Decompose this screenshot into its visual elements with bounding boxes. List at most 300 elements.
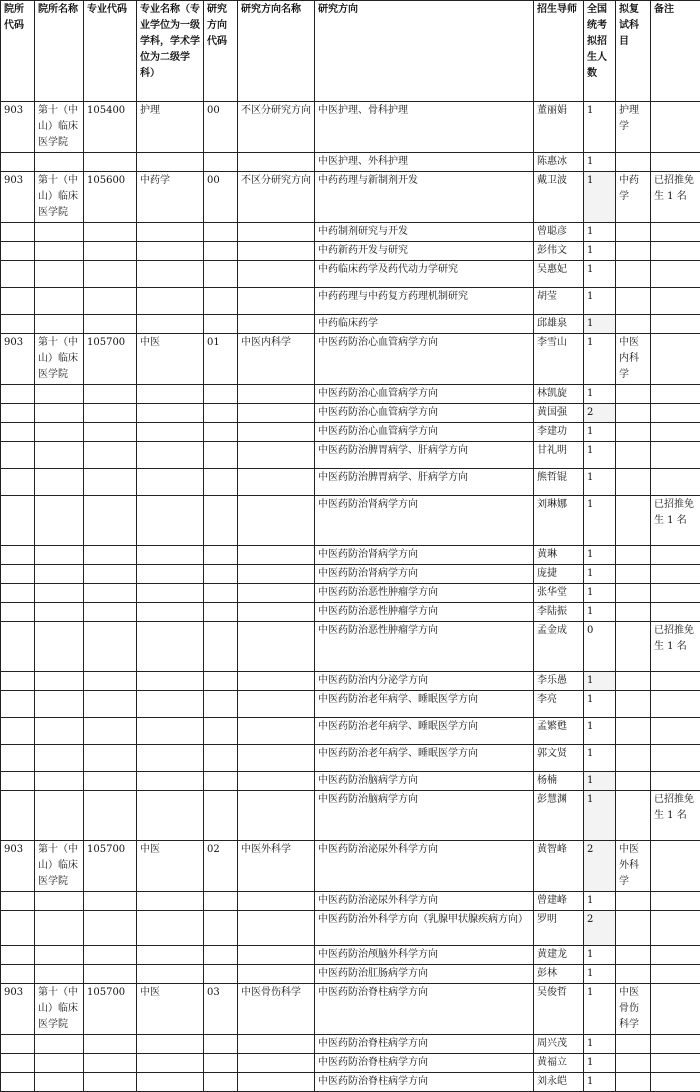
table-row — [1, 691, 700, 718]
cell-quota: 1 — [584, 718, 616, 745]
cell-direction-name — [238, 584, 315, 603]
cell-quota: 1 — [584, 1035, 616, 1054]
cell-institute-name — [35, 223, 84, 242]
cell-direction-name — [238, 691, 315, 718]
cell-research-direction: 中医药防治脊柱病学方向 — [315, 1073, 534, 1092]
cell-retest-subject — [616, 603, 651, 622]
cell-major-name — [137, 1035, 204, 1054]
cell-retest-subject — [616, 153, 651, 172]
cell-quota: 1 — [584, 772, 616, 791]
cell-major-code — [84, 242, 137, 261]
cell-supervisor: 刘永皑 — [534, 1073, 584, 1092]
cell-direction-code — [204, 442, 238, 469]
cell-supervisor: 甘礼明 — [534, 442, 584, 469]
cell-institute-code — [1, 1035, 35, 1054]
header-direction-code: 研究方向代码 — [204, 1, 238, 102]
cell-direction-name — [238, 1035, 315, 1054]
header-quota: 全国统考拟招生人数 — [584, 1, 616, 102]
cell-direction-name: 不区分研究方向 — [238, 102, 315, 153]
cell-research-direction: 中医药防治脊柱病学方向 — [315, 984, 534, 1035]
cell-direction-code — [204, 965, 238, 984]
cell-quota: 1 — [584, 102, 616, 153]
cell-direction-name — [238, 603, 315, 622]
cell-direction-name: 中医内科学 — [238, 334, 315, 385]
cell-direction-name — [238, 385, 315, 404]
cell-retest-subject — [616, 911, 651, 946]
cell-supervisor: 彭林 — [534, 965, 584, 984]
cell-direction-name: 中医骨伤科学 — [238, 984, 315, 1035]
cell-direction-code — [204, 718, 238, 745]
cell-major-name — [137, 242, 204, 261]
cell-major-code — [84, 622, 137, 672]
cell-institute-name: 第十（中山）临床医学院 — [35, 102, 84, 153]
cell-institute-name — [35, 423, 84, 442]
cell-direction-name — [238, 223, 315, 242]
cell-institute-name — [35, 1035, 84, 1054]
cell-institute-name — [35, 718, 84, 745]
cell-major-name: 中药学 — [137, 172, 204, 223]
cell-remarks — [651, 153, 700, 172]
cell-major-name — [137, 718, 204, 745]
cell-major-name — [137, 791, 204, 841]
cell-remarks — [651, 315, 700, 334]
cell-retest-subject — [616, 288, 651, 315]
table-row — [1, 153, 700, 172]
cell-retest-subject — [616, 469, 651, 496]
cell-major-name — [137, 603, 204, 622]
cell-supervisor: 陈惠冰 — [534, 153, 584, 172]
cell-major-code — [84, 672, 137, 691]
cell-direction-name — [238, 288, 315, 315]
cell-retest-subject: 中医骨伤科学 — [616, 984, 651, 1035]
cell-direction-code — [204, 622, 238, 672]
cell-direction-code — [204, 404, 238, 423]
cell-direction-code — [204, 1054, 238, 1073]
cell-remarks — [651, 334, 700, 385]
cell-direction-code — [204, 745, 238, 772]
cell-supervisor: 林凯旋 — [534, 385, 584, 404]
cell-institute-name: 第十（中山）临床医学院 — [35, 984, 84, 1035]
cell-major-code — [84, 745, 137, 772]
cell-quota: 1 — [584, 984, 616, 1035]
cell-institute-code: 903 — [1, 102, 35, 153]
cell-retest-subject — [616, 565, 651, 584]
cell-direction-name — [238, 315, 315, 334]
cell-supervisor: 李亮 — [534, 691, 584, 718]
cell-major-code — [84, 496, 137, 546]
cell-research-direction: 中医药防治内分泌学方向 — [315, 672, 534, 691]
cell-direction-name — [238, 791, 315, 841]
cell-major-code — [84, 223, 137, 242]
cell-remarks — [651, 288, 700, 315]
cell-direction-name — [238, 469, 315, 496]
cell-quota: 1 — [584, 1073, 616, 1092]
cell-supervisor: 邱雄泉 — [534, 315, 584, 334]
cell-quota: 1 — [584, 672, 616, 691]
cell-research-direction: 中医护理、骨科护理 — [315, 102, 534, 153]
table-row — [1, 841, 700, 892]
cell-retest-subject — [616, 315, 651, 334]
cell-supervisor: 吴惠妃 — [534, 261, 584, 288]
cell-institute-name — [35, 911, 84, 946]
cell-direction-name — [238, 965, 315, 984]
cell-direction-name — [238, 565, 315, 584]
cell-remarks — [651, 584, 700, 603]
cell-quota: 2 — [584, 404, 616, 423]
cell-remarks — [651, 946, 700, 965]
cell-institute-name — [35, 965, 84, 984]
cell-supervisor: 庞捷 — [534, 565, 584, 584]
cell-direction-code: 00 — [204, 172, 238, 223]
cell-major-code: 105700 — [84, 841, 137, 892]
table-row — [1, 442, 700, 469]
cell-retest-subject — [616, 584, 651, 603]
cell-direction-name: 不区分研究方向 — [238, 172, 315, 223]
cell-institute-name — [35, 772, 84, 791]
cell-remarks: 已招推免生 1 名 — [651, 791, 700, 841]
cell-supervisor: 罗明 — [534, 911, 584, 946]
cell-direction-name — [238, 1054, 315, 1073]
cell-direction-code — [204, 288, 238, 315]
cell-direction-name — [238, 772, 315, 791]
cell-research-direction: 中药制剂研究与开发 — [315, 223, 534, 242]
cell-direction-code — [204, 892, 238, 911]
header-row — [1, 1, 700, 102]
table-row — [1, 496, 700, 546]
cell-major-code — [84, 691, 137, 718]
cell-retest-subject: 护理学 — [616, 102, 651, 153]
cell-institute-code — [1, 242, 35, 261]
cell-major-code — [84, 911, 137, 946]
cell-major-code — [84, 1073, 137, 1092]
table-row — [1, 288, 700, 315]
cell-direction-code — [204, 385, 238, 404]
cell-supervisor: 戴卫波 — [534, 172, 584, 223]
table-row — [1, 565, 700, 584]
cell-major-name — [137, 546, 204, 565]
cell-institute-name — [35, 261, 84, 288]
cell-quota: 1 — [584, 223, 616, 242]
cell-direction-code — [204, 242, 238, 261]
cell-remarks — [651, 965, 700, 984]
cell-remarks — [651, 1073, 700, 1092]
cell-research-direction: 中医药防治老年病学、睡眠医学方向 — [315, 718, 534, 745]
cell-remarks — [651, 1035, 700, 1054]
cell-direction-code — [204, 223, 238, 242]
cell-institute-code — [1, 965, 35, 984]
cell-institute-name — [35, 791, 84, 841]
cell-major-code — [84, 565, 137, 584]
cell-direction-code — [204, 603, 238, 622]
cell-major-code — [84, 423, 137, 442]
table-row — [1, 946, 700, 965]
cell-institute-code — [1, 672, 35, 691]
cell-remarks — [651, 404, 700, 423]
cell-institute-code — [1, 946, 35, 965]
cell-supervisor: 黄建龙 — [534, 946, 584, 965]
cell-research-direction: 中药新药开发与研究 — [315, 242, 534, 261]
cell-institute-name — [35, 892, 84, 911]
table-row — [1, 334, 700, 385]
cell-remarks — [651, 223, 700, 242]
cell-research-direction: 中医药防治心血管病学方向 — [315, 423, 534, 442]
cell-major-code: 105700 — [84, 334, 137, 385]
cell-remarks — [651, 565, 700, 584]
cell-institute-code — [1, 1073, 35, 1092]
header-retest-subject: 拟复试科目 — [616, 1, 651, 102]
cell-quota: 1 — [584, 172, 616, 223]
cell-retest-subject — [616, 385, 651, 404]
cell-major-code — [84, 546, 137, 565]
header-direction-name: 研究方向名称 — [238, 1, 315, 102]
cell-major-name — [137, 288, 204, 315]
cell-remarks — [651, 772, 700, 791]
cell-major-code — [84, 404, 137, 423]
cell-direction-code: 00 — [204, 102, 238, 153]
cell-major-code — [84, 892, 137, 911]
cell-direction-code — [204, 791, 238, 841]
cell-quota: 1 — [584, 261, 616, 288]
cell-direction-name — [238, 153, 315, 172]
cell-institute-code — [1, 442, 35, 469]
table-row — [1, 672, 700, 691]
table-row — [1, 745, 700, 772]
cell-retest-subject — [616, 691, 651, 718]
cell-supervisor: 吴俊哲 — [534, 984, 584, 1035]
cell-institute-code — [1, 584, 35, 603]
cell-institute-code — [1, 288, 35, 315]
cell-research-direction: 中医药防治脊柱病学方向 — [315, 1054, 534, 1073]
cell-retest-subject — [616, 242, 651, 261]
cell-major-code — [84, 385, 137, 404]
cell-major-name — [137, 153, 204, 172]
cell-supervisor: 李雪山 — [534, 334, 584, 385]
cell-remarks — [651, 745, 700, 772]
cell-direction-name — [238, 946, 315, 965]
cell-institute-code — [1, 622, 35, 672]
cell-direction-code — [204, 1073, 238, 1092]
cell-direction-code — [204, 1035, 238, 1054]
cell-institute-name: 第十（中山）临床医学院 — [35, 172, 84, 223]
cell-major-code: 105700 — [84, 984, 137, 1035]
cell-remarks: 已招推免生 1 名 — [651, 172, 700, 223]
cell-retest-subject: 中医外科学 — [616, 841, 651, 892]
cell-major-name — [137, 946, 204, 965]
cell-research-direction: 中医药防治外科学方向（乳腺甲状腺疾病方向） — [315, 911, 534, 946]
table-row — [1, 261, 700, 288]
cell-major-name — [137, 469, 204, 496]
cell-retest-subject — [616, 1054, 651, 1073]
table-row — [1, 469, 700, 496]
cell-institute-name — [35, 385, 84, 404]
cell-quota: 0 — [584, 622, 616, 672]
cell-institute-code — [1, 496, 35, 546]
cell-supervisor: 李陆振 — [534, 603, 584, 622]
cell-research-direction: 中医药防治肛肠病学方向 — [315, 965, 534, 984]
cell-retest-subject — [616, 772, 651, 791]
cell-retest-subject: 中医内科学 — [616, 334, 651, 385]
cell-major-code — [84, 442, 137, 469]
cell-major-name: 护理 — [137, 102, 204, 153]
cell-retest-subject — [616, 442, 651, 469]
table-row — [1, 102, 700, 153]
table-row — [1, 172, 700, 223]
cell-quota: 1 — [584, 603, 616, 622]
cell-institute-code — [1, 603, 35, 622]
cell-major-name — [137, 672, 204, 691]
cell-direction-name — [238, 911, 315, 946]
cell-remarks — [651, 911, 700, 946]
cell-research-direction: 中医药防治脑病学方向 — [315, 772, 534, 791]
table-row — [1, 911, 700, 946]
cell-supervisor: 熊哲锟 — [534, 469, 584, 496]
cell-supervisor: 董丽娟 — [534, 102, 584, 153]
cell-major-code — [84, 261, 137, 288]
table-row — [1, 385, 700, 404]
cell-major-code — [84, 315, 137, 334]
header-research-direction: 研究方向 — [315, 1, 534, 102]
cell-quota: 1 — [584, 1054, 616, 1073]
cell-remarks — [651, 546, 700, 565]
cell-direction-code: 01 — [204, 334, 238, 385]
cell-remarks — [651, 261, 700, 288]
cell-remarks — [651, 672, 700, 691]
cell-direction-code — [204, 153, 238, 172]
cell-major-name — [137, 404, 204, 423]
cell-supervisor: 孟繁甦 — [534, 718, 584, 745]
cell-major-name — [137, 584, 204, 603]
table-row — [1, 1073, 700, 1092]
cell-institute-name — [35, 565, 84, 584]
cell-research-direction: 中医护理、外科护理 — [315, 153, 534, 172]
cell-major-name — [137, 745, 204, 772]
cell-quota: 1 — [584, 691, 616, 718]
cell-direction-code — [204, 772, 238, 791]
cell-direction-code — [204, 565, 238, 584]
cell-direction-name — [238, 404, 315, 423]
cell-institute-code: 903 — [1, 984, 35, 1035]
cell-direction-name — [238, 745, 315, 772]
cell-institute-code: 903 — [1, 172, 35, 223]
cell-institute-code — [1, 404, 35, 423]
cell-major-name — [137, 423, 204, 442]
cell-retest-subject — [616, 1035, 651, 1054]
cell-quota: 1 — [584, 242, 616, 261]
cell-direction-code — [204, 672, 238, 691]
header-major-code: 专业代码 — [84, 1, 137, 102]
cell-major-name — [137, 565, 204, 584]
table-row — [1, 242, 700, 261]
cell-research-direction: 中医药防治颅脑外科学方向 — [315, 946, 534, 965]
cell-remarks — [651, 691, 700, 718]
table-row — [1, 603, 700, 622]
cell-direction-name — [238, 423, 315, 442]
header-remarks: 备注 — [651, 1, 700, 102]
cell-major-name — [137, 442, 204, 469]
cell-research-direction: 中药药理与中药复方药理机制研究 — [315, 288, 534, 315]
cell-remarks: 已招推免生 1 名 — [651, 622, 700, 672]
cell-retest-subject — [616, 946, 651, 965]
cell-supervisor: 黄智峰 — [534, 841, 584, 892]
cell-quota: 1 — [584, 546, 616, 565]
table-row — [1, 546, 700, 565]
cell-remarks — [651, 1054, 700, 1073]
header-major-name: 专业名称（专业学位为一级学科，学术学位为二级学科） — [137, 1, 204, 102]
cell-direction-code — [204, 946, 238, 965]
header-institute-name: 院所名称 — [35, 1, 84, 102]
cell-institute-code — [1, 385, 35, 404]
cell-institute-name — [35, 603, 84, 622]
cell-quota: 1 — [584, 745, 616, 772]
table-row — [1, 584, 700, 603]
cell-research-direction: 中医药防治脊柱病学方向 — [315, 1035, 534, 1054]
cell-institute-code — [1, 691, 35, 718]
cell-research-direction: 中药临床药学及药代动力学研究 — [315, 261, 534, 288]
cell-research-direction: 中医药防治心血管病学方向 — [315, 334, 534, 385]
cell-institute-name — [35, 622, 84, 672]
cell-major-code — [84, 965, 137, 984]
cell-supervisor: 黄国强 — [534, 404, 584, 423]
cell-institute-name — [35, 404, 84, 423]
cell-direction-code — [204, 423, 238, 442]
cell-institute-name — [35, 1073, 84, 1092]
cell-institute-name: 第十（中山）临床医学院 — [35, 334, 84, 385]
cell-retest-subject — [616, 745, 651, 772]
cell-institute-code — [1, 772, 35, 791]
cell-retest-subject — [616, 622, 651, 672]
cell-retest-subject — [616, 718, 651, 745]
cell-major-code — [84, 772, 137, 791]
cell-major-name — [137, 892, 204, 911]
cell-institute-code — [1, 565, 35, 584]
cell-quota: 1 — [584, 423, 616, 442]
cell-major-name: 中医 — [137, 984, 204, 1035]
table-row — [1, 622, 700, 672]
cell-institute-name — [35, 469, 84, 496]
table-row — [1, 965, 700, 984]
cell-research-direction: 中医药防治肾病学方向 — [315, 546, 534, 565]
cell-major-name — [137, 965, 204, 984]
cell-quota: 2 — [584, 841, 616, 892]
cell-supervisor: 郭文贤 — [534, 745, 584, 772]
cell-supervisor: 曾聪彦 — [534, 223, 584, 242]
cell-major-name — [137, 691, 204, 718]
cell-direction-name — [238, 496, 315, 546]
cell-quota: 1 — [584, 288, 616, 315]
cell-direction-name — [238, 242, 315, 261]
cell-direction-code — [204, 469, 238, 496]
header-institute-code: 院所代码 — [1, 1, 35, 102]
table-row — [1, 791, 700, 841]
cell-remarks — [651, 892, 700, 911]
cell-retest-subject — [616, 965, 651, 984]
cell-quota: 1 — [584, 315, 616, 334]
cell-retest-subject — [616, 223, 651, 242]
cell-supervisor: 黄福立 — [534, 1054, 584, 1073]
table-row — [1, 718, 700, 745]
cell-direction-code — [204, 546, 238, 565]
cell-major-name — [137, 1054, 204, 1073]
cell-major-code — [84, 791, 137, 841]
cell-major-name — [137, 315, 204, 334]
cell-retest-subject — [616, 1073, 651, 1092]
cell-major-code — [84, 1054, 137, 1073]
cell-institute-code — [1, 223, 35, 242]
cell-major-code — [84, 603, 137, 622]
cell-remarks — [651, 423, 700, 442]
cell-supervisor: 彭慧渊 — [534, 791, 584, 841]
cell-institute-name — [35, 242, 84, 261]
